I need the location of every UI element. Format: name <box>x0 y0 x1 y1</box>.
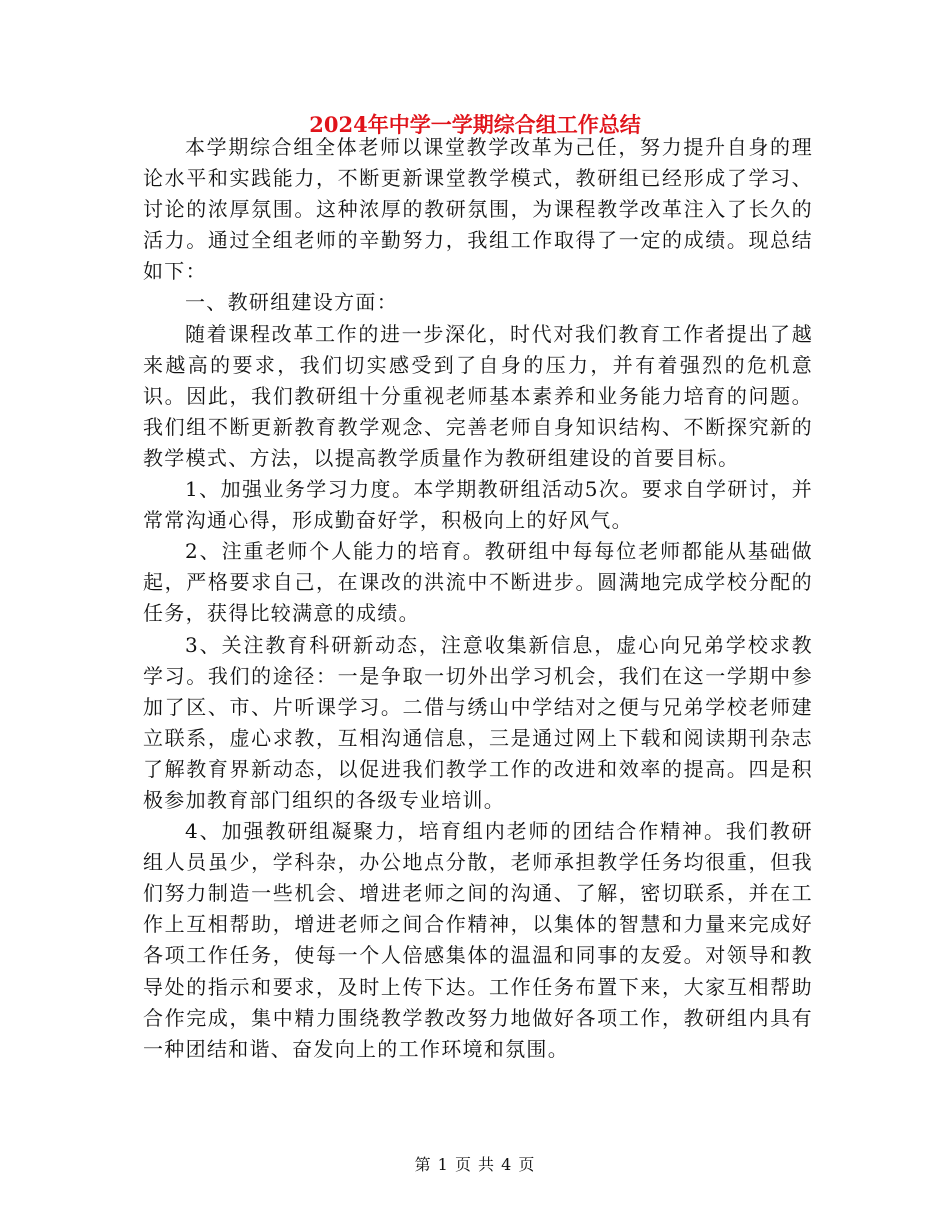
paragraph-item-1: 1、加强业务学习力度。本学期教研组活动5次。要求自学研讨，并常常沟通心得，形成勤奋好学，积极向上的好风气。 <box>143 477 813 533</box>
paragraph-item-4: 4、加强教研组凝聚力，培育组内老师的团结合作精神。我们教研组人员虽少，学科杂，办公地点分散，老师承担教学任务均很重，但我们努力制造一些机会、增进老师之间的沟通、了解，密切联系，并在工作上互相帮助，增进老师之间合作精神，以集体的智慧和力量来完成好各项工作任务，使每一个人倍感集体的温温和同事的友爱。对领导和教导处的指示和要求，及时上传下达。工作任务布置下来，大家互相帮助合作完成，集中精力围绕教学教改努力地做好各项工作，教研组内具有一种团结和谐、奋发向上的工作环境和氛围。 <box>143 819 813 1061</box>
paragraph-section-overview: 随着课程改革工作的进一步深化，时代对我们教育工作者提出了越来越高的要求，我们切实感受到了自身的压力，并有着强烈的危机意识。因此，我们教研组十分重视老师基本素养和业务能力培育的问题。我们组不断更新教育教学观念、完善老师自身知识结构、不断探究新的教学模式、方法，以提高教学质量作为教研组建设的首要目标。 <box>143 321 813 470</box>
paragraph-intro: 本学期综合组全体老师以课堂教学改革为己任，努力提升自身的理论水平和实践能力，不断更新课堂教学模式，教研组已经形成了学习、讨论的浓厚氛围。这种浓厚的教研氛围，为课程教学改革注入了长久的活力。通过全组老师的辛勤努力，我组工作取得了一定的成绩。现总结如下： <box>143 135 813 284</box>
paragraph-item-3: 3、关注教育科研新动态，注意收集新信息，虚心向兄弟学校求教学习。我们的途径：一是争取一切外出学习机会，我们在这一学期中参加了区、市、片听课学习。二借与绣山中学结对之便与兄弟学校老师建立联系，虚心求教，互相沟通信息，三是通过网上下载和阅读期刊杂志了解教育界新动态，以促进我们教学工作的改进和效率的提高。四是积极参加教育部门组织的各级专业培训。 <box>143 632 813 812</box>
page-footer <box>0 1155 950 1175</box>
document-title: 2024年中学一学期综合组工作总结 <box>309 112 641 137</box>
document-body <box>143 132 813 1065</box>
page-number-label: 第 1 页 共 4 页 <box>414 1155 536 1174</box>
paragraph-item-2: 2、注重老师个人能力的培育。教研组中每每位老师都能从基础做起，严格要求自己，在课改的洪流中不断进步。圆满地完成学校分配的任务，获得比较满意的成绩。 <box>143 539 813 626</box>
section-heading: 一、教研组建设方面： <box>185 290 398 315</box>
